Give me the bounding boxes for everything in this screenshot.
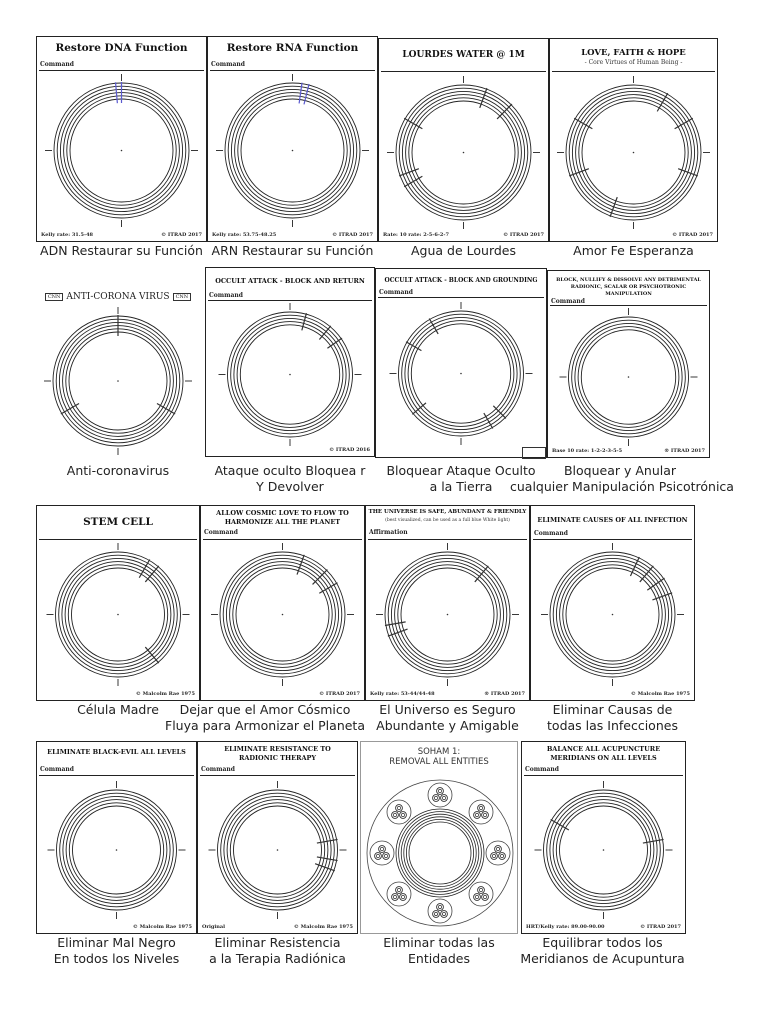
card-occult-block-grounding bbox=[375, 268, 547, 458]
caption bbox=[500, 935, 705, 967]
card-title: BALANCE ALL ACUPUNCTURE MERIDIANS ON ALL LEVELS bbox=[546, 745, 661, 762]
card-rate: Base 10 rate: 1-2-2-3-5-5 bbox=[552, 448, 623, 454]
knot-circle bbox=[387, 882, 411, 906]
divider bbox=[210, 70, 375, 71]
ring-diagram bbox=[379, 75, 548, 230]
mini-tag-right: CNN bbox=[173, 293, 192, 301]
card-label: Command bbox=[379, 289, 413, 296]
card-label: Affirmation bbox=[369, 529, 408, 536]
card-subtitle: (best visualized, can be used as a full blue White light) bbox=[385, 518, 510, 523]
card-title: Restore DNA Function bbox=[55, 42, 188, 54]
divider bbox=[381, 71, 546, 72]
mini-box bbox=[522, 447, 546, 459]
center-dot bbox=[447, 614, 449, 616]
card-title: ELIMINATE BLACK-EVIL ALL LEVELS bbox=[47, 748, 186, 756]
divider bbox=[39, 775, 194, 776]
card-restore-rna bbox=[207, 36, 378, 242]
card-title: THE UNIVERSE IS SAFE, ABUNDANT & FRIENDLY bbox=[368, 509, 527, 515]
caption-line: cualquier Manipulación Psicotrónica bbox=[510, 479, 734, 494]
caption-line: Fluya para Armonizar el Planeta bbox=[165, 718, 365, 733]
card-copyright: © ITRAD 2017 bbox=[332, 232, 373, 238]
card-title: ALLOW COSMIC LOVE TO FLOW TO HARMONIZE ALL THE PLANET bbox=[216, 509, 349, 526]
center-dot bbox=[612, 614, 614, 616]
card-rate: Original bbox=[202, 924, 226, 930]
ring-diagram bbox=[37, 780, 196, 920]
center-dot bbox=[117, 614, 119, 616]
caption-line: Y Devolver bbox=[256, 479, 324, 494]
card-label: Command bbox=[204, 529, 238, 536]
caption bbox=[207, 243, 378, 259]
card-restore-dna bbox=[36, 36, 207, 242]
divider bbox=[533, 539, 692, 540]
knot-circle bbox=[370, 841, 394, 865]
caption bbox=[378, 243, 549, 259]
card-occult-block-return bbox=[205, 267, 375, 457]
center-dot bbox=[289, 374, 291, 376]
card-label: Command bbox=[201, 766, 235, 773]
center-dot bbox=[117, 380, 119, 382]
caption-line: Eliminar todas las bbox=[383, 935, 495, 950]
card-label: Command bbox=[209, 292, 243, 299]
ring-circle bbox=[401, 814, 479, 892]
caption-line: Meridianos de Acupuntura bbox=[520, 951, 685, 966]
card-copyright: © Malcolm Rae 1975 bbox=[293, 924, 353, 930]
card-title: ELIMINATE CAUSES OF ALL INFECTION bbox=[537, 516, 688, 524]
divider bbox=[203, 539, 362, 540]
caption bbox=[360, 935, 518, 967]
divider bbox=[550, 305, 707, 306]
card-stem-cell bbox=[36, 505, 200, 701]
card-lourdes-water bbox=[378, 38, 549, 242]
divider bbox=[378, 297, 544, 298]
card-subtitle: - Core Virtues of Human Being - bbox=[584, 59, 683, 66]
divider bbox=[39, 539, 197, 540]
card-title: STEM CELL bbox=[83, 516, 153, 528]
center-dot bbox=[460, 373, 462, 375]
card-subtitle: REMOVAL ALL ENTITIES bbox=[389, 757, 489, 767]
caption bbox=[510, 463, 734, 495]
card-copyright: ® ITRAD 2017 bbox=[484, 691, 525, 697]
card-title: LOVE, FAITH & HOPE bbox=[581, 48, 686, 58]
caption-line: ADN Restaurar su Función bbox=[40, 243, 203, 258]
card-label: Command bbox=[40, 61, 74, 68]
card-eliminate-black-evil bbox=[36, 741, 197, 934]
caption-line: Dejar que el Amor Cósmico bbox=[179, 702, 351, 717]
ring-diagram bbox=[548, 307, 709, 447]
divider bbox=[200, 775, 355, 776]
card-title: OCCULT ATTACK - BLOCK AND GROUNDING bbox=[384, 277, 538, 284]
knot-circle bbox=[428, 899, 452, 923]
card-love-faith-hope bbox=[549, 38, 718, 242]
anti-corona-header bbox=[36, 292, 200, 304]
card-copyright: © Malcolm Rae 1975 bbox=[132, 924, 192, 930]
divider bbox=[524, 775, 683, 776]
caption bbox=[365, 702, 530, 734]
ring-diagram bbox=[522, 780, 685, 920]
center-dot bbox=[277, 849, 279, 851]
caption-line: Agua de Lourdes bbox=[410, 243, 516, 258]
card-eliminate-resistance bbox=[197, 741, 358, 934]
card-title: BLOCK, NULLIFY & DISSOLVE ANY DETRIMENTAL RADIONIC, SCALAR OR PSYCHOTRONIC MANIPULATION bbox=[556, 277, 701, 297]
card-block-nullify-dissolve bbox=[547, 270, 710, 458]
card-eliminate-infection bbox=[530, 505, 695, 701]
caption bbox=[36, 935, 197, 967]
knot-circle bbox=[469, 882, 493, 906]
caption bbox=[549, 243, 718, 259]
caption-line: a la Tierra bbox=[429, 479, 493, 494]
card-rate: Rate: 10 rate: 2-5-6-2-7 bbox=[383, 232, 449, 238]
card-rate: Kelly rate: 53.75-48.25 bbox=[212, 232, 277, 238]
caption-line: Bloquear Ataque Oculto bbox=[386, 463, 536, 478]
center-dot bbox=[282, 614, 284, 616]
ring-circle bbox=[406, 819, 473, 886]
rate-tick bbox=[493, 406, 506, 419]
card-copyright: © Malcolm Rae 1975 bbox=[135, 691, 195, 697]
card-cosmic-love bbox=[200, 505, 365, 701]
caption-line: Ataque oculto Bloquea r bbox=[214, 463, 366, 478]
caption bbox=[160, 702, 370, 734]
card-copyright: © ITRAD 2017 bbox=[503, 232, 544, 238]
center-dot bbox=[628, 376, 630, 378]
caption-line: Anti-coronavirus bbox=[66, 463, 170, 478]
card-universe-safe bbox=[365, 505, 530, 701]
ring-diagram bbox=[206, 302, 374, 447]
knot-circle bbox=[469, 800, 493, 824]
caption-line: Amor Fe Esperanza bbox=[573, 243, 694, 258]
ring-diagram bbox=[376, 301, 546, 446]
center-dot bbox=[121, 150, 123, 152]
caption-line: Eliminar Resistencia bbox=[214, 935, 341, 950]
card-copyright: © Malcolm Rae 1975 bbox=[630, 691, 690, 697]
card-label: Command bbox=[534, 530, 568, 537]
knot-circle bbox=[387, 800, 411, 824]
card-copyright: © ITRAD 2017 bbox=[640, 924, 681, 930]
card-copyright: © ITRAD 2017 bbox=[672, 232, 713, 238]
caption-line: Equilibrar todos los bbox=[542, 935, 663, 950]
card-label: Command bbox=[211, 61, 245, 68]
caption-line: ARN Restaurar su Función bbox=[211, 243, 374, 258]
caption bbox=[36, 463, 200, 479]
card-label: Command bbox=[525, 766, 559, 773]
ring-circle bbox=[404, 817, 476, 889]
caption-line: a la Terapia Radiónica bbox=[209, 951, 346, 966]
card-title: ELIMINATE RESISTANCE TO RADIONIC THERAPY bbox=[224, 745, 331, 762]
card-copyright: © ITRAD 2017 bbox=[161, 232, 202, 238]
ring-circle bbox=[399, 812, 482, 895]
center-dot bbox=[463, 152, 465, 154]
caption-line: Célula Madre bbox=[77, 702, 159, 717]
caption-line: Eliminar Mal Negro bbox=[57, 935, 176, 950]
ring-diagram bbox=[208, 73, 377, 228]
card-anti-corona bbox=[36, 306, 200, 456]
card-title: LOURDES WATER @ 1M bbox=[402, 50, 525, 60]
ring-diagram bbox=[36, 306, 200, 456]
caption bbox=[36, 243, 207, 259]
ring-diagram bbox=[550, 75, 717, 230]
card-rate: Kelly rate: 31.5-48 bbox=[41, 232, 94, 238]
caption-line: Entidades bbox=[408, 951, 470, 966]
caption-line: Eliminar Causas de bbox=[552, 702, 673, 717]
ring-diagram bbox=[201, 542, 364, 687]
ring-diagram bbox=[37, 542, 199, 687]
center-dot bbox=[603, 849, 605, 851]
card-label: Command bbox=[40, 766, 74, 773]
ring-diagram bbox=[198, 780, 357, 920]
caption-line: El Universo es Seguro bbox=[379, 702, 516, 717]
card-copyright: ® ITRAD 2017 bbox=[664, 448, 705, 454]
card-copyright: © ITRAD 2017 bbox=[319, 691, 360, 697]
ring-diagram bbox=[37, 73, 206, 228]
card-copyright: © ITRAD 2016 bbox=[329, 447, 370, 453]
caption bbox=[205, 463, 375, 495]
caption-line: Bloquear y Anular bbox=[563, 463, 677, 478]
mini-tag-left: CNN bbox=[45, 293, 64, 301]
soham-diagram bbox=[361, 770, 519, 932]
card-title: Restore RNA Function bbox=[226, 42, 359, 54]
card-title: OCCULT ATTACK - BLOCK AND RETURN bbox=[215, 277, 365, 285]
divider bbox=[208, 300, 372, 301]
card-rate: Kelly rate: 53-44/44-48 bbox=[370, 691, 435, 697]
card-title: ANTI-CORONA VIRUS bbox=[66, 292, 170, 302]
caption-line: En todos los Niveles bbox=[53, 951, 180, 966]
ring-circle bbox=[409, 822, 471, 884]
caption bbox=[197, 935, 358, 967]
caption-line: todas las Infecciones bbox=[547, 718, 678, 733]
center-dot bbox=[116, 849, 118, 851]
card-title: SOHAM 1: bbox=[417, 747, 461, 757]
card-soham bbox=[360, 741, 518, 934]
divider bbox=[39, 70, 204, 71]
knot-circle bbox=[428, 783, 452, 807]
caption bbox=[530, 702, 695, 734]
knot-circle bbox=[486, 841, 510, 865]
divider bbox=[552, 71, 715, 72]
card-label: Command bbox=[551, 298, 585, 305]
card-balance-meridians bbox=[521, 741, 686, 934]
divider bbox=[368, 539, 527, 540]
caption-line: Abundante y Amigable bbox=[376, 718, 519, 733]
card-rate: HRT/Kelly rate: 89.00-90.00 bbox=[526, 924, 605, 930]
center-dot bbox=[292, 150, 294, 152]
center-dot bbox=[633, 152, 635, 154]
ring-diagram bbox=[366, 542, 529, 687]
ring-diagram bbox=[531, 542, 694, 687]
